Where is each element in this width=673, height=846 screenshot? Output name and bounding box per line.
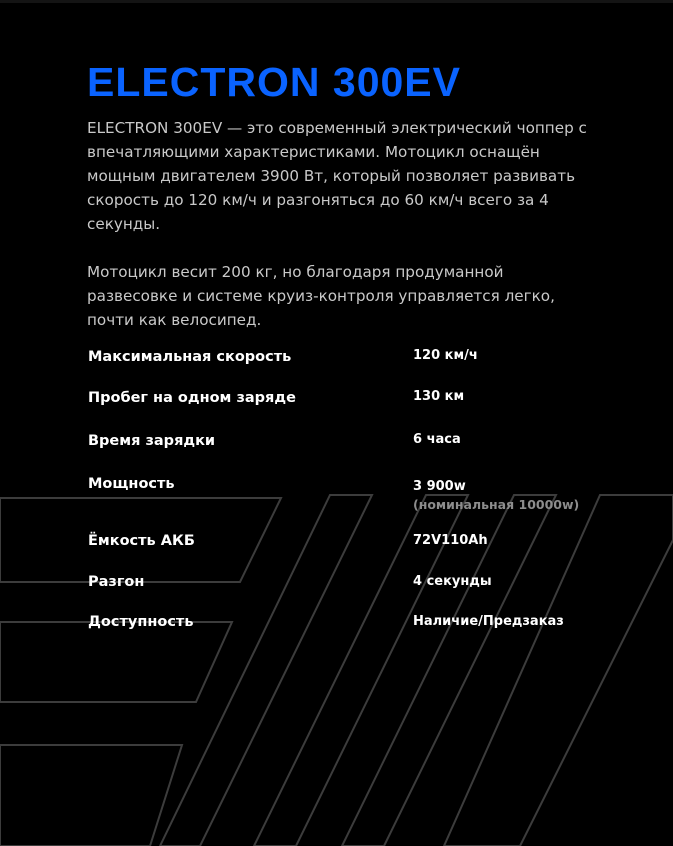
spec-value-charge-time: 6 часа [413, 432, 461, 447]
spec-label-power: Мощность [88, 476, 175, 492]
spec-value-power [413, 478, 579, 513]
spec-value-max-speed: 120 км/ч [413, 348, 478, 363]
spec-value-power-main: 3 900w [413, 479, 466, 494]
spec-value-availability: Наличие/Предзаказ [413, 614, 564, 629]
product-description-2: Мотоцикл весит 200 кг, но благодаря продуманной развесовке и системе круиз-контроля управляется легко, почти как велосипед. [87, 263, 555, 329]
spec-label-availability: Доступность [88, 614, 194, 630]
spec-label-acceleration: Разгон [88, 574, 145, 590]
spec-label-max-speed: Максимальная скорость [88, 349, 292, 365]
spec-label-charge-time: Время зарядки [88, 433, 216, 449]
product-description-1: ELECTRON 300EV — это современный электрический чоппер с впечатляющими характеристиками. Мотоцикл оснащён мощным двигателем 3900 Вт, который позволяет развивать скорость до 120 км/ч и разгоняться до 60 км/ч всего за 4 секунды. [87, 119, 587, 233]
spec-value-acceleration: 4 секунды [413, 574, 492, 589]
spec-label-battery: Ёмкость АКБ [88, 533, 195, 549]
product-info [87, 58, 587, 332]
spec-value-range: 130 км [413, 389, 465, 404]
stripe-shape-3 [0, 745, 182, 846]
spec-value-power-note: (номинальная 10000w) [413, 497, 580, 512]
product-title: ELECTRON 300EV [87, 59, 461, 105]
spec-label-range: Пробег на одном заряде [88, 390, 296, 406]
spec-value-battery: 72V110Ah [413, 533, 488, 548]
stripe-shape-2 [0, 622, 232, 702]
